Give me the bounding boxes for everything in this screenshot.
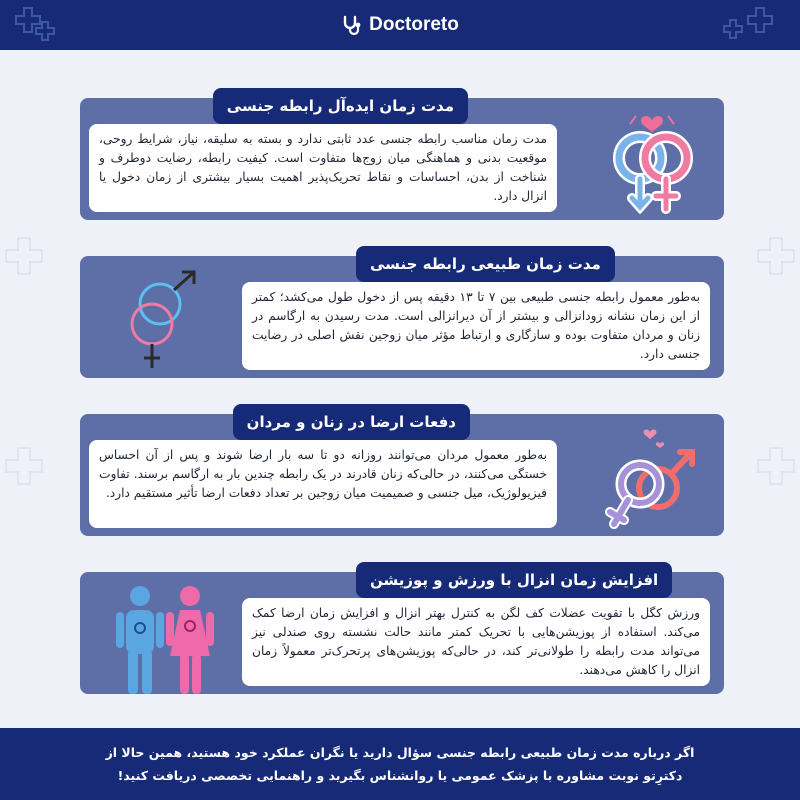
section-card-ideal-duration [80,98,724,220]
section-title: مدت زمان طبیعی رابطه جنسی [356,246,615,282]
gender-hearts-icon [600,418,710,532]
stethoscope-icon [341,14,363,36]
man-woman-figures-icon [106,584,226,696]
background-cross-decoration-icon [4,446,44,486]
section-text: مدت زمان مناسب رابطه جنسی عدد ثابتی ندارد و بسته به سلیقه، نیاز، شرایط روحی، موقعیت بدنی و هماهنگی میان زوج‌ها متفاوت است. کیفیت رابطه، رضایت دوطرف و شناخت از بدن، احساسات و نقاط تحریک‌پذیر اهمیت بسیار بیشتری از زمان دخول یا انزال دارد. [89,124,557,212]
brand-name: Doctoreto [369,14,459,35]
footer-line-1: اگر درباره مدت زمان طبیعی رابطه جنسی سؤال دارید یا نگران عملکرد خود هستید، همین حالا از [105,745,695,760]
section-card-exercise-position [80,572,724,694]
section-text: به‌طور معمول رابطه جنسی طبیعی بین ۷ تا ۱۳ دقیقه پس از دخول طول می‌کشد؛ کمتر از این زمان نشانه زودانزالی و بیشتر از آن دیرانزالی است. مدت رسیدن به ارگاسم در زنان و مردان متفاوت بوده و سازگاری و ارتباط مؤثر میان زوجین نقش اصلی در رضایت جنسی دارد. [242,282,710,370]
header-cross-decoration-left-icon [14,6,60,46]
section-title: مدت زمان ایده‌آل رابطه جنسی [213,88,468,124]
header-cross-decoration-right-icon [722,6,780,46]
section-text: ورزش کگل با تقویت عضلات کف لگن به کنترل بهتر انزال و افزایش زمان ارضا کمک می‌کند. استفاده از پوزیشن‌هایی با تحریک کمتر مانند حالت نشسته روی صندلی نیز می‌تواند مدت رابطه را طولانی‌تر کند، در حالی‌که پوزیشن‌های پرتحرک‌تر معمولاً زمان انزال را کاهش می‌دهند. [242,598,710,686]
section-title: افزایش زمان انزال با ورزش و پوزیشن [356,562,672,598]
footer-line-2: دکترِتو نوبت مشاوره با پزشک عمومی یا روانشناس بگیرید و راهنمایی تخصصی دریافت کنید! [117,768,683,783]
gender-symbols-heart-icon [592,110,712,214]
section-text: به‌طور معمول مردان می‌توانند روزانه دو تا سه بار ارضا شوند و پس از آن احساس خستگی می‌کنند، در حالی‌که زنان قادرند در یک رابطه چندین بار به ارگاسم برسند. تفاوت فیزیولوژیک، میل جنسی و صمیمیت میان زوجین بر تعداد دفعات ارضا تأثیر مستقیم دارد. [89,440,557,528]
header-bar [0,0,800,50]
background-cross-decoration-icon [4,236,44,276]
brand-logo[interactable] [341,14,459,36]
background-cross-decoration-icon [756,236,796,276]
background-cross-decoration-icon [756,446,796,486]
interlocked-gender-icon [114,264,214,372]
section-card-normal-duration [80,256,724,378]
section-title: دفعات ارضا در زنان و مردان [233,404,470,440]
footer-call-to-action [0,728,800,800]
section-card-orgasm-frequency [80,414,724,536]
